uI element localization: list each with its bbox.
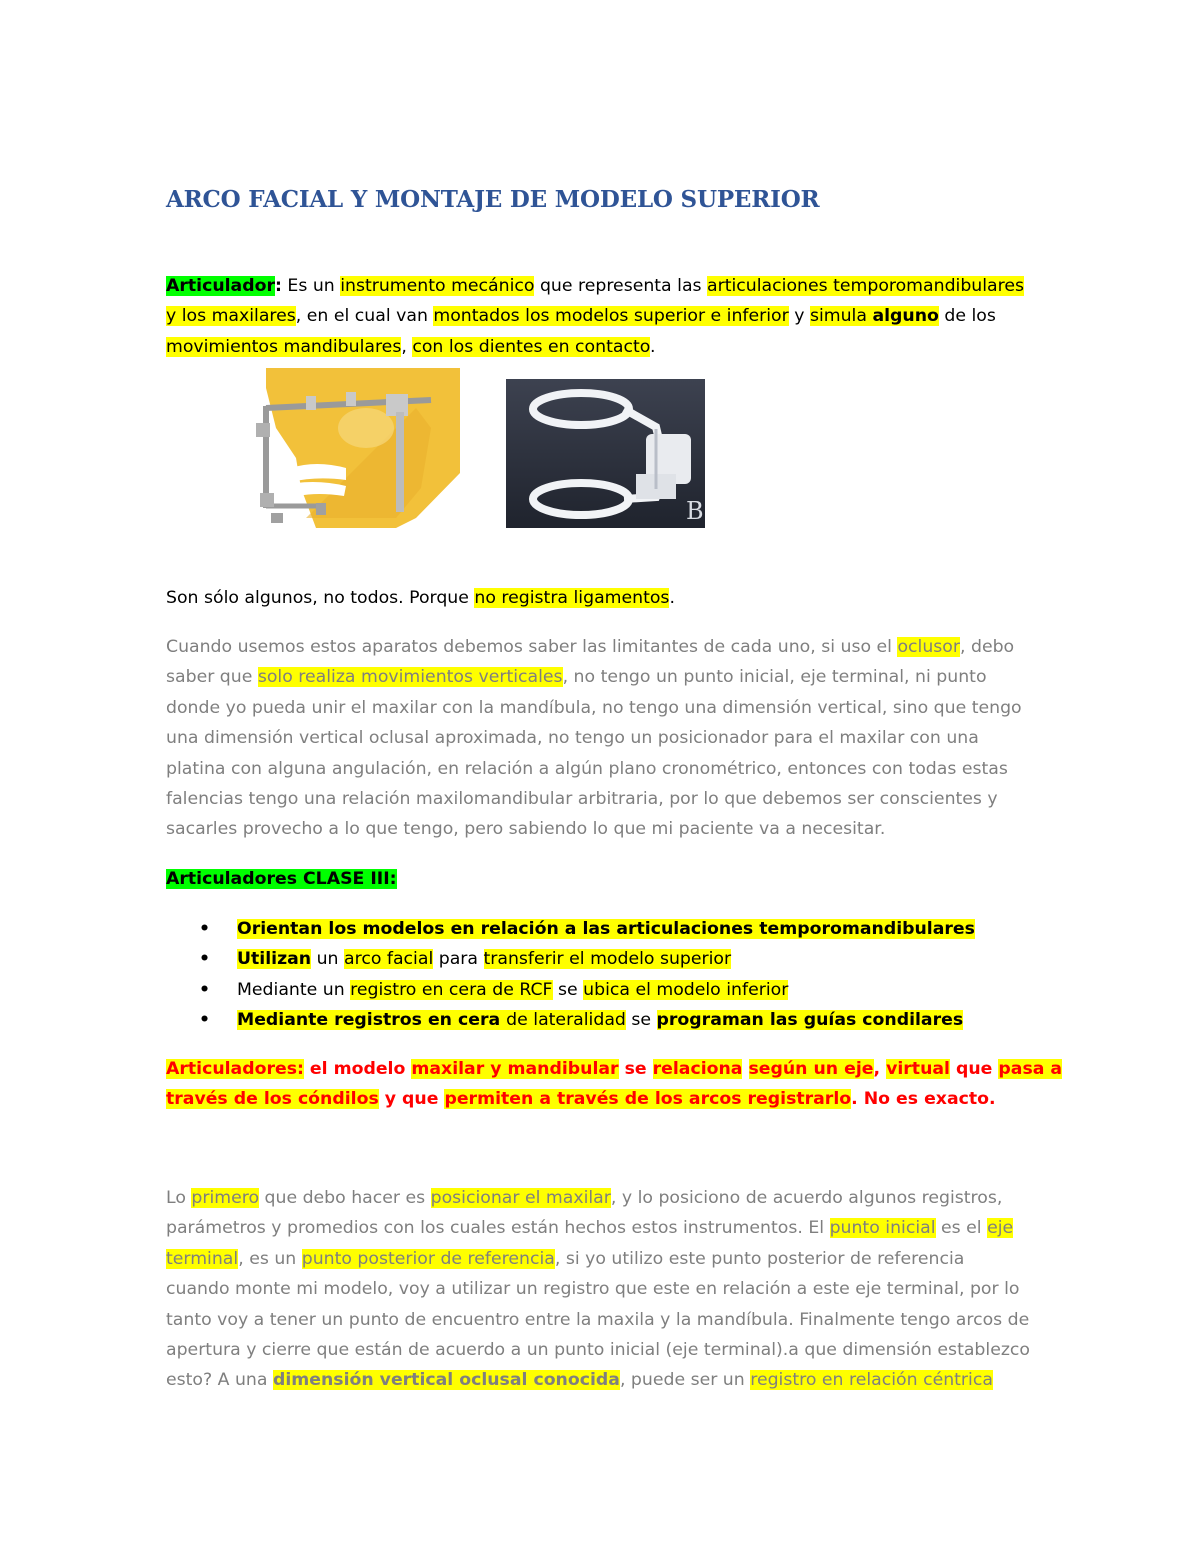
highlight: ubica el modelo inferior: [583, 979, 789, 1000]
last-line-4: cuando monte mi modelo, voy a utilizar un registro que este en relación a este eje terminal, por lo: [166, 1279, 1020, 1300]
text: Mediante un: [237, 979, 351, 1000]
text: .: [669, 588, 675, 608]
highlight: de lateralidad: [506, 1010, 626, 1031]
text: Es un: [281, 276, 341, 296]
definition-line-3: [166, 332, 1046, 362]
text: , debo: [959, 637, 1015, 657]
text: Cuando usemos estos aparatos debemos saber las limitantes de cada uno, si uso el: [166, 637, 898, 657]
class3-bullet-list: [166, 914, 975, 1036]
highlight: registro en cera de RCF: [350, 979, 553, 1000]
text: que debo hacer es: [259, 1188, 431, 1208]
highlight: pasa a: [998, 1059, 1063, 1079]
gray-line-3: donde yo pueda unir el maxilar con la mandíbula, no tengo una dimensión vertical, sino que tengo: [166, 697, 1022, 718]
text: para: [433, 949, 484, 970]
text: , en el cual van: [295, 306, 434, 327]
bullet: •: [199, 949, 211, 970]
highlight: instrumento mecánico: [340, 276, 535, 296]
positioning-paragraph: [166, 1183, 1046, 1396]
highlight: Articuladores:: [166, 1059, 304, 1079]
text: que representa las: [534, 276, 708, 296]
highlight: terminal: [166, 1248, 239, 1269]
last-line-2: [166, 1213, 1046, 1243]
note-line: [166, 583, 1046, 613]
text: . No es exacto.: [851, 1089, 996, 1110]
text: saber que: [166, 667, 258, 688]
text: se: [552, 979, 584, 1000]
highlight: arco facial: [344, 949, 434, 970]
text: y: [788, 306, 810, 327]
gray-line-5: platina con alguna angulación, en relación a algún plano cronométrico, entonces con todas estas: [166, 758, 1008, 779]
gray-line-1: [166, 632, 1046, 662]
highlight: con los dientes en contacto: [412, 336, 650, 357]
definition-line-2: [166, 301, 1046, 331]
text: ,: [873, 1059, 887, 1079]
list-item: [166, 975, 975, 1005]
highlight: a través de los arcos registrarlo: [539, 1089, 852, 1110]
articuladores-red-paragraph: [166, 1054, 1063, 1115]
highlight: y los maxilares: [166, 306, 296, 327]
gray-line-7: sacarles provecho a lo que tengo, pero sabiendo lo que mi paciente va a necesitar.: [166, 819, 886, 840]
text: se: [625, 1010, 657, 1031]
highlight: programan las guías condilares: [656, 1010, 964, 1031]
text: el modelo: [303, 1059, 412, 1079]
highlight: Orientan los modelos en relación a las articulaciones temporomandibulares: [237, 919, 975, 939]
highlight-bold: dimensión vertical oclusal conocida: [272, 1370, 620, 1391]
highlight: primero: [191, 1188, 260, 1208]
page-title: ARCO FACIAL Y MONTAJE DE MODELO SUPERIOR: [166, 186, 820, 213]
bullet: •: [199, 1010, 211, 1031]
highlight: posicionar el maxilar: [430, 1188, 611, 1208]
text: de los: [938, 306, 996, 327]
term-articulador: Articulador: [166, 276, 275, 296]
last-line-6: apertura y cierre que están de acuerdo a un punto inicial (eje terminal).a que dimensión establezco: [166, 1340, 1030, 1361]
text: y que: [378, 1089, 445, 1110]
last-line-5: tanto voy a tener un punto de encuentro entre la maxila y la mandíbula. Finalmente tengo arcos de: [166, 1309, 1030, 1330]
text: , y lo posiciono de acuerdo algunos registros,: [610, 1188, 1003, 1208]
text: , si yo utilizo este punto posterior de referencia: [554, 1248, 965, 1269]
image-letter: B: [686, 497, 704, 525]
text: .: [650, 336, 656, 357]
text: , no tengo un punto inicial, eje terminal, ni punto: [562, 667, 987, 688]
occluder-image: [506, 379, 705, 528]
text: Son sólo algunos, no todos. Porque: [166, 588, 475, 608]
highlight: punto posterior de referencia: [301, 1248, 555, 1269]
text: un: [311, 949, 344, 970]
highlight: montados los modelos superior e inferior: [433, 306, 789, 327]
red-line-2: [166, 1084, 1046, 1114]
highlight-bold: alguno: [872, 306, 939, 327]
facebow-skull-image: [246, 368, 460, 528]
highlight: virtual: [886, 1059, 950, 1079]
red-line-1: [166, 1054, 1063, 1084]
definition-line-1: [166, 271, 1046, 301]
highlight: transferir el modelo superior: [483, 949, 732, 970]
highlight: solo realiza movimientos verticales: [257, 667, 563, 688]
gray-line-2: [166, 662, 1046, 692]
highlight: Mediante registros en cera: [237, 1010, 507, 1031]
text: es el: [935, 1218, 988, 1239]
list-item: [166, 914, 975, 944]
highlight: simula: [809, 306, 873, 327]
highlight: permiten: [444, 1089, 540, 1110]
highlight: movimientos mandibulares: [166, 336, 402, 357]
text: que: [949, 1059, 999, 1079]
text: , puede ser un: [619, 1370, 751, 1391]
highlight: Utilizan: [237, 949, 312, 970]
text: ,: [401, 336, 413, 357]
bullet: •: [199, 979, 211, 1000]
text: parámetros y promedios con los cuales están hechos estos instrumentos. El: [166, 1218, 830, 1239]
highlight: oclusor: [897, 637, 960, 657]
text: , es un: [238, 1248, 302, 1269]
text: se: [618, 1059, 653, 1079]
list-item: [166, 1005, 975, 1035]
highlight: según un eje: [748, 1059, 874, 1079]
last-line-1: [166, 1183, 1046, 1213]
colon: :: [274, 276, 282, 296]
last-line-7: [166, 1365, 1046, 1395]
highlight: través de los cóndilos: [166, 1089, 379, 1110]
highlight: punto inicial: [829, 1218, 936, 1239]
class3-heading-text: Articuladores CLASE III:: [166, 869, 397, 889]
text: Lo: [166, 1188, 192, 1208]
highlight: registro en relación céntrica: [750, 1370, 993, 1391]
text: [742, 1059, 748, 1079]
limitations-paragraph: [166, 632, 1046, 845]
text: esto? A una: [166, 1370, 273, 1391]
list-item: [166, 944, 975, 974]
highlight: no registra ligamentos: [474, 588, 670, 608]
note-paragraph: [166, 583, 1046, 613]
class3-heading: [166, 864, 1046, 894]
last-line-3: [166, 1244, 1046, 1274]
bullet: •: [199, 919, 211, 939]
gray-line-4: una dimensión vertical oclusal aproximada, no tengo un posicionador para el maxilar con una: [166, 728, 979, 749]
highlight: articulaciones temporomandibulares: [707, 276, 1025, 296]
highlight: eje: [987, 1218, 1014, 1239]
highlight: maxilar y mandibular: [411, 1059, 619, 1079]
gray-line-6: falencias tengo una relación maxilomandibular arbitraria, por lo que debemos ser conscientes y: [166, 789, 998, 810]
definition-paragraph: [166, 271, 1046, 362]
highlight: relaciona: [652, 1059, 743, 1079]
